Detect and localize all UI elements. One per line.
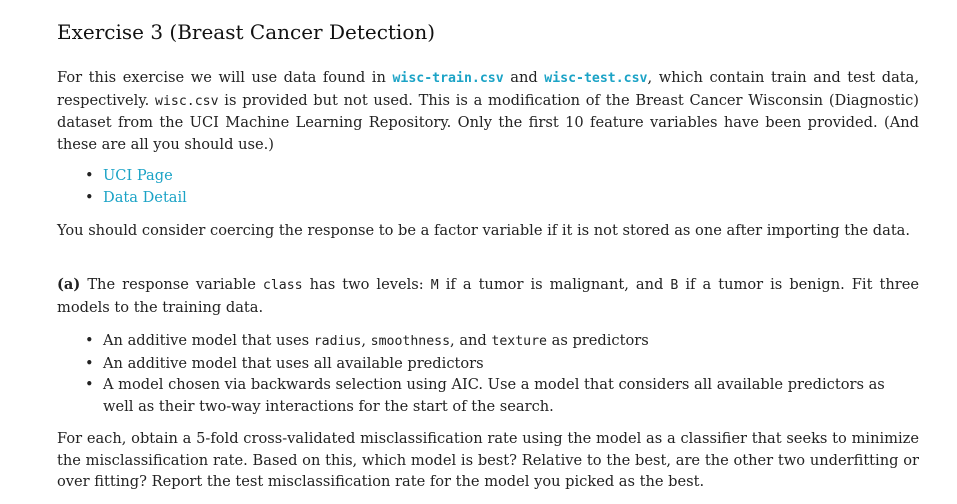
model-1-text-4: as predictors bbox=[546, 332, 649, 349]
exercise-title: Exercise 3 (Breast Cancer Detection) bbox=[57, 20, 436, 44]
level-b: B bbox=[670, 278, 679, 293]
model-1-text-1: An additive model that uses bbox=[103, 332, 314, 349]
model-item-backward-aic: • A model chosen via backwards selection using AIC. Use a model that considers all available predictors as well as their two-way interactions for the start of the search. bbox=[57, 374, 919, 417]
full-file-name: wisc.csv bbox=[155, 93, 219, 109]
intro-text-1: For this exercise we will use data found in bbox=[57, 69, 393, 86]
level-m: M bbox=[430, 278, 439, 293]
data-detail-link[interactable]: Data Detail bbox=[103, 188, 187, 206]
model-1-text-2: , bbox=[361, 332, 371, 349]
model-1-text-3: , and bbox=[450, 332, 492, 349]
part-a-label: (a) bbox=[57, 276, 81, 293]
train-file-link[interactable]: wisc-train.csv bbox=[392, 71, 504, 86]
model-item-additive-three bbox=[57, 330, 919, 353]
intro-text-2: and bbox=[503, 69, 545, 86]
models-list bbox=[57, 330, 919, 417]
part-a-text-4: if a tumor is benign. Fit three models to the training data. bbox=[57, 276, 919, 316]
intro-paragraph bbox=[57, 67, 919, 155]
part-a-text-1: The response variable bbox=[80, 276, 263, 293]
resource-links-list bbox=[57, 165, 919, 208]
part-a-text-2: has two levels: bbox=[302, 276, 431, 293]
list-item bbox=[57, 165, 919, 187]
list-item bbox=[57, 187, 919, 209]
predictor-smoothness: smoothness bbox=[370, 334, 451, 349]
test-file-link[interactable]: wisc-test.csv bbox=[544, 71, 648, 86]
predictor-texture: texture bbox=[491, 334, 547, 349]
uci-page-link[interactable]: UCI Page bbox=[103, 167, 173, 184]
predictor-radius: radius bbox=[313, 334, 362, 349]
class-variable: class bbox=[262, 278, 303, 293]
model-item-additive-all: • An additive model that uses all available predictors bbox=[57, 353, 919, 375]
coerce-note-paragraph: You should consider coercing the response to be a factor variable if it is not stored as one after importing the data. bbox=[57, 222, 911, 239]
intro-text-4: is provided but not used. This is a modification of the Breast Cancer Wisconsin (Diagnostic) dataset from the UCI Machine Learning Repository. Only the first 10 feature variables have been provided. (And these are all you should use.) bbox=[57, 91, 919, 153]
intro-text-3: , which contain train and test data, respectively. bbox=[57, 69, 919, 109]
part-a-paragraph bbox=[57, 274, 919, 318]
part-a-text-3: if a tumor is malignant, and bbox=[438, 276, 671, 293]
final-paragraph: For each, obtain a 5-fold cross-validated misclassification rate using the model as a classifier that seeks to minimize the misclassification rate. Based on this, which model is best? Relative to the best, are the other two underfitting or over fitting? Report the test misclassification rate for the model you picked as the best. bbox=[57, 430, 919, 490]
